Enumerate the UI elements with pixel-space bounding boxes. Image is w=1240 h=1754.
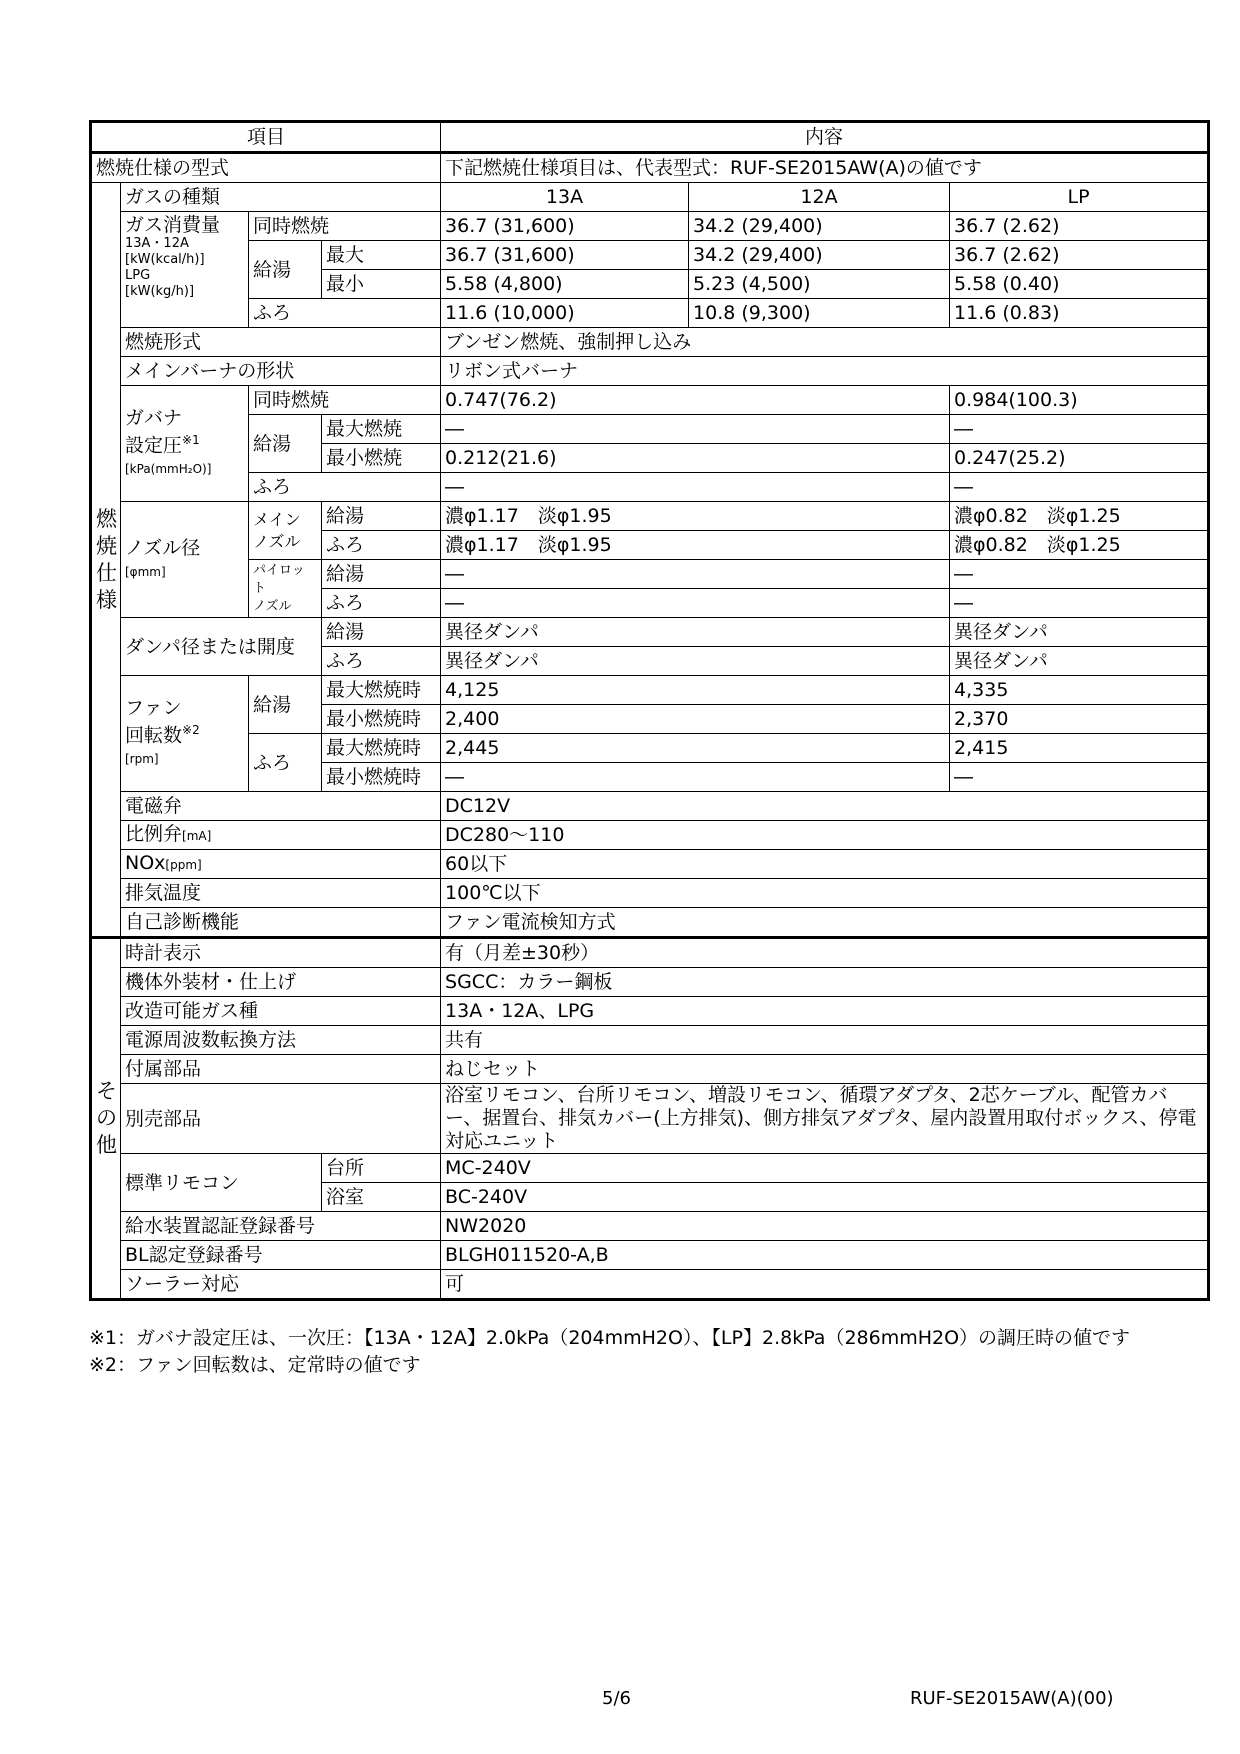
- nozzle-pilot-hot-label: 給湯: [322, 560, 441, 589]
- gas-type-lp: LP: [950, 183, 1209, 212]
- model-row: [91, 153, 1209, 183]
- gc-bath-13a: 11.6 (10,000): [441, 299, 689, 328]
- page-number: 5/6: [602, 1688, 631, 1709]
- nozzle-pilot-bath-label: ふろ: [322, 589, 441, 618]
- water-cert-label: 給水装置認証登録番号: [121, 1212, 441, 1241]
- freq-switch-label: 電源周波数転換方法: [121, 1026, 441, 1055]
- gas-consumption-label-cell: [121, 212, 249, 328]
- nozzle-pilot-cell: [249, 560, 322, 618]
- proportional-label-cell: [121, 821, 441, 850]
- nozzle-main-hot-label: 給湯: [322, 502, 441, 531]
- nozzle-main-cell: [249, 502, 322, 560]
- governor-label1: ガバナ: [125, 406, 183, 429]
- bl-cert-value: BLGH011520-A,B: [441, 1241, 1209, 1270]
- gas-consumption-unit2: [kW(kcal/h)]: [125, 252, 205, 267]
- options-label: 別売部品: [121, 1084, 441, 1154]
- remote-bath-value: BC-240V: [441, 1183, 1209, 1212]
- nozzle-pilot1: パイロット: [253, 562, 305, 596]
- gas-consumption-unit1: 13A・12A: [125, 236, 189, 251]
- gc-min-lp: 5.58 (0.40): [950, 270, 1209, 299]
- accessories-label: 付属部品: [121, 1055, 441, 1084]
- header-row: [91, 122, 1209, 153]
- damper-bath-label: ふろ: [322, 647, 441, 676]
- self-diag-value: ファン電流検知方式: [441, 908, 1209, 938]
- gov-simultaneous-row: [91, 386, 1209, 415]
- damper-hot-row: [91, 618, 1209, 647]
- gov-bath-label: ふろ: [249, 473, 441, 502]
- nozzle-main-bath-label: ふろ: [322, 531, 441, 560]
- damper-bath-13a: 異径ダンパ: [441, 647, 950, 676]
- combustion-type-label: 燃焼形式: [121, 328, 441, 357]
- fan-unit: [rpm]: [125, 752, 159, 767]
- convertible-gas-row: [91, 997, 1209, 1026]
- gc-min-label: 最小: [322, 270, 441, 299]
- remote-label: 標準リモコン: [121, 1154, 322, 1212]
- fan-hot-min-13a: 2,400: [441, 705, 950, 734]
- gas-type-label: ガスの種類: [121, 183, 441, 212]
- gc-max-12a: 34.2 (29,400): [689, 241, 950, 270]
- gc-bath-label: ふろ: [249, 299, 441, 328]
- fan-note: ※2: [182, 722, 200, 737]
- gov-max-label: 最大燃焼: [322, 415, 441, 444]
- fan-hot-min-lp: 2,370: [950, 705, 1209, 734]
- fan-bath-min-lp: ―: [950, 763, 1209, 792]
- body-material-row: [91, 968, 1209, 997]
- nozzle-pilot-bath-lp: ―: [950, 589, 1209, 618]
- gc-bath-lp: 11.6 (0.83): [950, 299, 1209, 328]
- fan-label1: ファン: [125, 696, 182, 719]
- gov-max-row: [91, 415, 1209, 444]
- solenoid-row: [91, 792, 1209, 821]
- gas-consumption-unit3: LPG: [125, 268, 151, 283]
- solar-value: 可: [441, 1270, 1209, 1300]
- damper-label: ダンパ径または開度: [121, 618, 322, 676]
- nox-label: NOx: [125, 852, 166, 874]
- nozzle-main1: メイン: [253, 509, 301, 529]
- remote-kitchen-value: MC-240V: [441, 1154, 1209, 1183]
- footnote-1: ※1：ガバナ設定圧は、一次圧：【13A・12A】2.0kPa（204mmH2O）、【LP】2.8kPa（286mmH2O）の調圧時の値です: [89, 1327, 1131, 1349]
- fan-bath-max-13a: 2,445: [441, 734, 950, 763]
- fan-hot-max-13a: 4,125: [441, 676, 950, 705]
- gc-bath-12a: 10.8 (9,300): [689, 299, 950, 328]
- gc-min-12a: 5.23 (4,500): [689, 270, 950, 299]
- nozzle-main-bath-lp: 濃φ0.82 淡φ1.25: [950, 531, 1209, 560]
- nozzle-main-bath-13a: 濃φ1.17 淡φ1.95: [441, 531, 950, 560]
- fan-hot-max-row: [91, 676, 1209, 705]
- nox-value: 60以下: [441, 850, 1209, 879]
- proportional-unit: [mA]: [182, 829, 212, 843]
- fan-bath-max-label: 最大燃焼時: [322, 734, 441, 763]
- gas-consumption-row: [91, 212, 1209, 241]
- gas-consumption-label: ガス消費量: [125, 214, 221, 236]
- burner-shape-row: [91, 357, 1209, 386]
- gc-min-13a: 5.58 (4,800): [441, 270, 689, 299]
- group-combustion-label: 燃焼仕様: [91, 183, 121, 938]
- nozzle-pilot2: ノズル: [253, 598, 292, 614]
- fan-bath-label: ふろ: [249, 734, 322, 792]
- gc-max-row: [91, 241, 1209, 270]
- gc-max-13a: 36.7 (31,600): [441, 241, 689, 270]
- fan-hot-max-label: 最大燃焼時: [322, 676, 441, 705]
- gc-simultaneous-lp: 36.7 (2.62): [950, 212, 1209, 241]
- header-content: 内容: [441, 122, 1209, 153]
- damper-hot-label: 給湯: [322, 618, 441, 647]
- gov-min-lp: 0.247(25.2): [950, 444, 1209, 473]
- burner-shape-value: リボン式バーナ: [441, 357, 1209, 386]
- fan-hot-min-label: 最小燃焼時: [322, 705, 441, 734]
- combustion-type-row: [91, 328, 1209, 357]
- nox-unit: [ppm]: [165, 858, 202, 872]
- governor-note: ※1: [182, 432, 200, 447]
- fan-bath-min-label: 最小燃焼時: [322, 763, 441, 792]
- model-label: 燃焼仕様の型式: [91, 153, 441, 183]
- nozzle-unit: [φmm]: [125, 564, 166, 579]
- proportional-row: [91, 821, 1209, 850]
- solar-label: ソーラー対応: [121, 1270, 441, 1300]
- self-diag-label: 自己診断機能: [121, 908, 441, 938]
- proportional-label: 比例弁: [125, 823, 183, 845]
- convertible-gas-value: 13A・12A、LPG: [441, 997, 1209, 1026]
- nozzle-label-cell: [121, 502, 249, 618]
- gc-bath-row: [91, 299, 1209, 328]
- exhaust-temp-row: [91, 879, 1209, 908]
- combustion-type-value: ブンゼン燃焼、強制押し込み: [441, 328, 1209, 357]
- nozzle-label: ノズル径: [125, 536, 201, 559]
- solenoid-label: 電磁弁: [121, 792, 441, 821]
- gc-hotwater-label: 給湯: [249, 241, 322, 299]
- convertible-gas-label: 改造可能ガス種: [121, 997, 441, 1026]
- fan-bath-max-lp: 2,415: [950, 734, 1209, 763]
- nozzle-pilot-hot-13a: ―: [441, 560, 950, 589]
- gas-type-12a: 12A: [689, 183, 950, 212]
- gc-simultaneous-label: 同時燃焼: [249, 212, 441, 241]
- group-other-label: その他: [91, 938, 121, 1300]
- gc-max-lp: 36.7 (2.62): [950, 241, 1209, 270]
- fan-hot-label: 給湯: [249, 676, 322, 734]
- damper-bath-lp: 異径ダンパ: [950, 647, 1209, 676]
- body-material-label: 機体外装材・仕上げ: [121, 968, 441, 997]
- gov-simultaneous-lp: 0.984(100.3): [950, 386, 1209, 415]
- damper-hot-13a: 異径ダンパ: [441, 618, 950, 647]
- nozzle-main-hot-13a: 濃φ1.17 淡φ1.95: [441, 502, 950, 531]
- gc-max-label: 最大: [322, 241, 441, 270]
- nozzle-pilot-bath-13a: ―: [441, 589, 950, 618]
- gc-simultaneous-12a: 34.2 (29,400): [689, 212, 950, 241]
- bl-cert-row: [91, 1241, 1209, 1270]
- nozzle-pilot-hot-lp: ―: [950, 560, 1209, 589]
- fan-label-cell: [121, 676, 249, 792]
- water-cert-value: NW2020: [441, 1212, 1209, 1241]
- fan-bath-max-row: [91, 734, 1209, 763]
- gov-max-13a: ―: [441, 415, 950, 444]
- accessories-value: ねじセット: [441, 1055, 1209, 1084]
- solenoid-value: DC12V: [441, 792, 1209, 821]
- options-row: [91, 1084, 1209, 1154]
- governor-label-cell: [121, 386, 249, 502]
- remote-kitchen-row: [91, 1154, 1209, 1183]
- gov-simultaneous-13a: 0.747(76.2): [441, 386, 950, 415]
- solar-row: [91, 1270, 1209, 1300]
- water-cert-row: [91, 1212, 1209, 1241]
- footnotes: [89, 1325, 1130, 1379]
- fan-hot-max-lp: 4,335: [950, 676, 1209, 705]
- body-material-value: SGCC：カラー鋼板: [441, 968, 1209, 997]
- proportional-value: DC280～110: [441, 821, 1209, 850]
- gas-consumption-unit4: [kW(kg/h)]: [125, 284, 195, 299]
- nozzle-main2: ノズル: [253, 531, 301, 551]
- governor-unit: [kPa(mmH₂O)]: [125, 462, 212, 477]
- gov-simultaneous-label: 同時燃焼: [249, 386, 441, 415]
- accessories-row: [91, 1055, 1209, 1084]
- nozzle-pilot-hot-row: [91, 560, 1209, 589]
- remote-bath-label: 浴室: [322, 1183, 441, 1212]
- spec-table: [89, 120, 1210, 1301]
- freq-switch-row: [91, 1026, 1209, 1055]
- gov-bath-row: [91, 473, 1209, 502]
- gc-simultaneous-13a: 36.7 (31,600): [441, 212, 689, 241]
- clock-value: 有（月差±30秒）: [441, 938, 1209, 968]
- gov-min-13a: 0.212(21.6): [441, 444, 950, 473]
- fan-label2: 回転数: [125, 724, 183, 747]
- exhaust-temp-value: 100℃以下: [441, 879, 1209, 908]
- bl-cert-label: BL認定登録番号: [121, 1241, 441, 1270]
- freq-switch-value: 共有: [441, 1026, 1209, 1055]
- self-diag-row: [91, 908, 1209, 938]
- governor-label2: 設定圧: [125, 434, 183, 457]
- fan-bath-min-13a: ―: [441, 763, 950, 792]
- gas-type-13a: 13A: [441, 183, 689, 212]
- nozzle-main-hot-row: [91, 502, 1209, 531]
- nox-row: [91, 850, 1209, 879]
- document-code: RUF-SE2015AW(A)(00): [910, 1688, 1114, 1709]
- gov-hotwater-label: 給湯: [249, 415, 322, 473]
- damper-hot-lp: 異径ダンパ: [950, 618, 1209, 647]
- clock-row: [91, 938, 1209, 968]
- options-value: 浴室リモコン、台所リモコン、増設リモコン、循環アダプタ、2芯ケーブル、配管カバー、据置台、排気カバー(上方排気)、側方排気アダプタ、屋内設置用取付ボックス、停電対応ユニット: [441, 1084, 1209, 1154]
- nozzle-main-hot-lp: 濃φ0.82 淡φ1.25: [950, 502, 1209, 531]
- remote-kitchen-label: 台所: [322, 1154, 441, 1183]
- footnote-2: ※2：ファン回転数は、定常時の値です: [89, 1354, 421, 1376]
- gas-type-row: [91, 183, 1209, 212]
- gov-min-label: 最小燃焼: [322, 444, 441, 473]
- burner-shape-label: メインバーナの形状: [121, 357, 441, 386]
- gov-max-lp: ―: [950, 415, 1209, 444]
- nox-label-cell: [121, 850, 441, 879]
- model-value: 下記燃焼仕様項目は、代表型式：RUF-SE2015AW(A)の値です: [441, 153, 1209, 183]
- exhaust-temp-label: 排気温度: [121, 879, 441, 908]
- clock-label: 時計表示: [121, 938, 441, 968]
- gov-bath-lp: ―: [950, 473, 1209, 502]
- header-item: 項目: [91, 122, 441, 153]
- gov-bath-13a: ―: [441, 473, 950, 502]
